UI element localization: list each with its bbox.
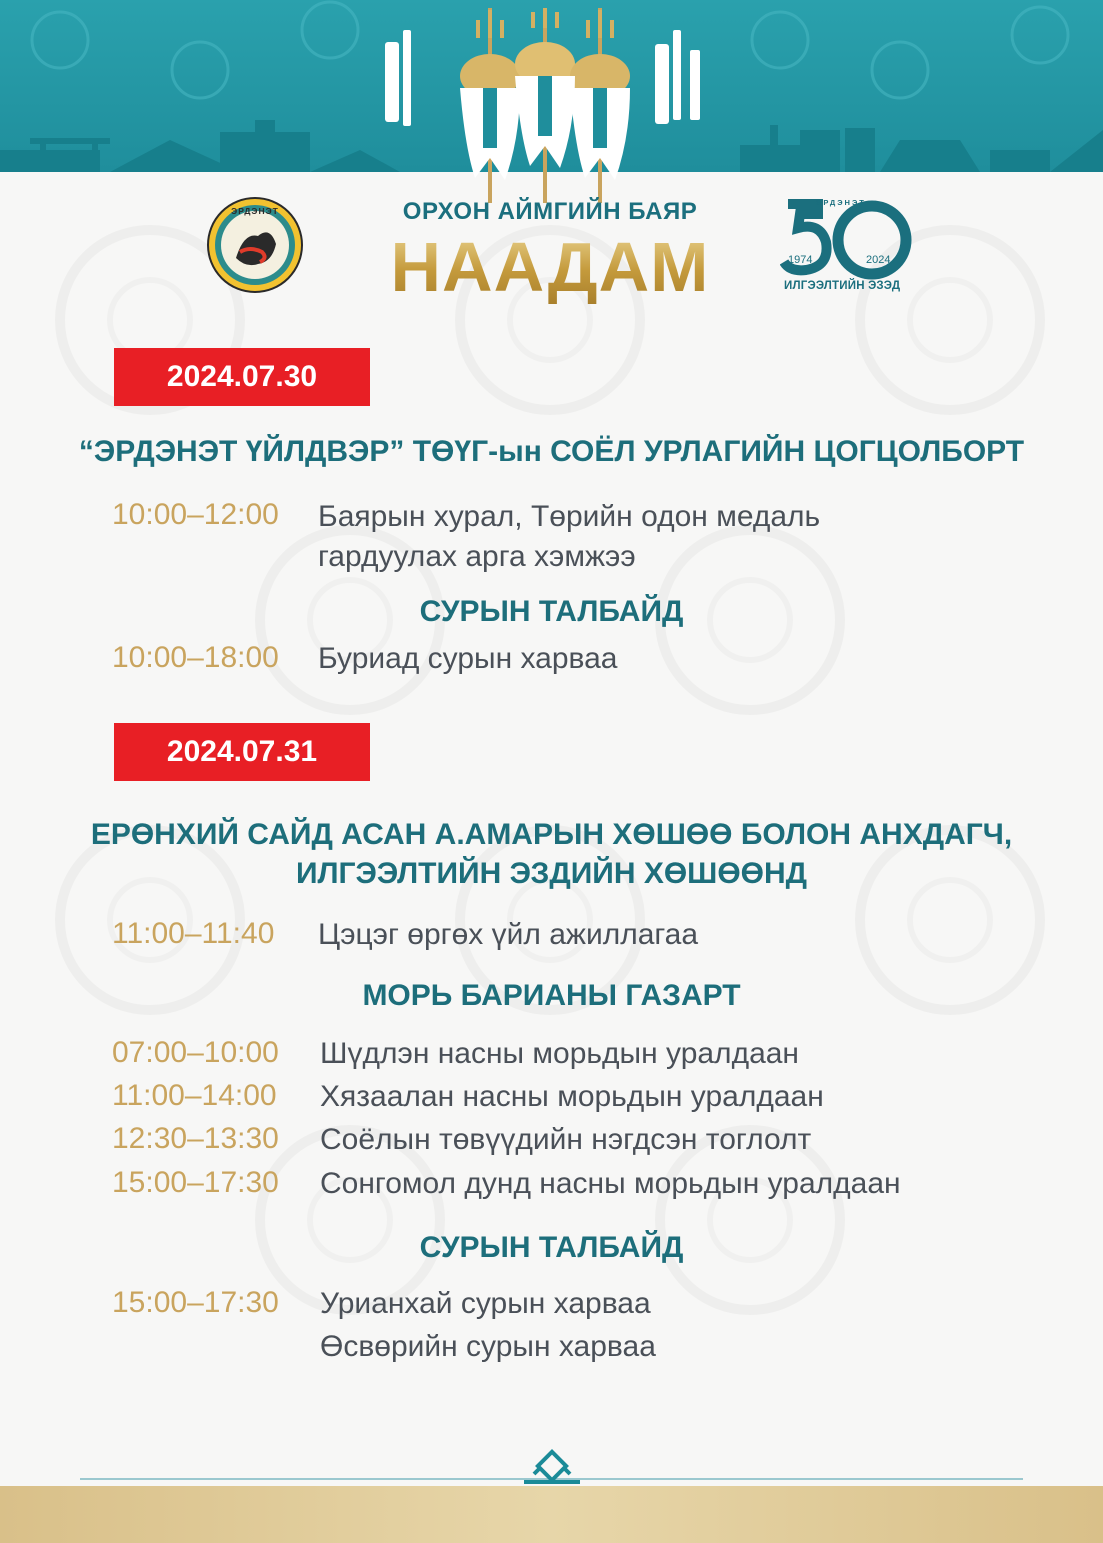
event-description-line: Шүдлэн насны морьдын уралдаан: [320, 1037, 800, 1070]
event-description-line: Сонгомол дунд насны морьдын уралдаан: [320, 1167, 901, 1200]
event-description-line: Өсвөрийн сурын харваа: [320, 1330, 656, 1363]
event-description-line: гардуулах арга хэмжээ: [318, 540, 636, 573]
event-description-line: Хязаалан насны морьдын уралдаан: [320, 1080, 824, 1113]
event-time: 07:00–10:00: [112, 1036, 279, 1069]
venue-heading: СУРЫН ТАЛБАЙД: [419, 595, 684, 628]
event-description-line: Урианхай сурын харваа: [320, 1287, 651, 1320]
bottom-ornament-band: [0, 1486, 1103, 1543]
event-time: 10:00–12:00: [112, 498, 279, 531]
date-badge-day-2: 2024.07.31: [114, 723, 370, 781]
endless-knot-icon: [520, 1448, 584, 1488]
festival-title: НААДАМ: [330, 230, 770, 304]
event-time: 11:00–14:00: [112, 1079, 277, 1112]
erdenet-emblem-text: ЭРДЭНЭТ: [231, 206, 279, 216]
event-time: 15:00–17:30: [112, 1286, 279, 1319]
venue-heading: ИЛГЭЭЛТИЙН ЭЗДИЙН ХӨШӨӨНД: [295, 857, 808, 890]
event-time: 10:00–18:00: [112, 641, 279, 674]
event-time: 15:00–17:30: [112, 1166, 279, 1199]
festival-subtitle: ОРХОН АЙМГИЙН БАЯР: [402, 198, 698, 225]
anniversary-year-start: 1974: [788, 254, 813, 266]
event-description-line: Соёлын төвүүдийн нэгдсэн тоглолт: [320, 1123, 812, 1156]
event-time: 11:00–11:40: [112, 917, 275, 950]
anniversary-caption: ИЛГЭЭЛТИЙН ЭЗЭД: [784, 280, 901, 292]
date-badge-day-1: 2024.07.30: [114, 348, 370, 406]
anniversary-arc-text: ЭРДЭНЭТ: [816, 198, 866, 207]
event-description-line: Цэцэг өргөх үйл ажиллагаа: [318, 918, 699, 951]
event-description-line: Баярын хурал, Төрийн одон медаль: [318, 500, 821, 533]
event-description-line: Буриад сурын харваа: [318, 642, 618, 675]
sulde-banners-illustration: [375, 8, 715, 203]
venue-heading: СУРЫН ТАЛБАЙД: [419, 1231, 684, 1264]
erdenet-emblem: [206, 196, 304, 294]
event-time: 12:30–13:30: [112, 1122, 279, 1155]
venue-heading: МОРЬ БАРИАНЫ ГАЗАРТ: [362, 979, 741, 1012]
anniversary-year-end: 2024: [866, 254, 891, 266]
venue-heading: “ЭРДЭНЭТ ҮЙЛДВЭР” ТӨҮГ-ын СОЁЛ УРЛАГИЙН ЦОГЦОЛБОРТ: [78, 435, 1025, 468]
anniversary-50-emblem: [780, 196, 920, 300]
venue-heading: ЕРӨНХИЙ САЙД АСАН А.АМАРЫН ХӨШӨӨ БОЛОН АНХДАГЧ,: [90, 818, 1013, 851]
